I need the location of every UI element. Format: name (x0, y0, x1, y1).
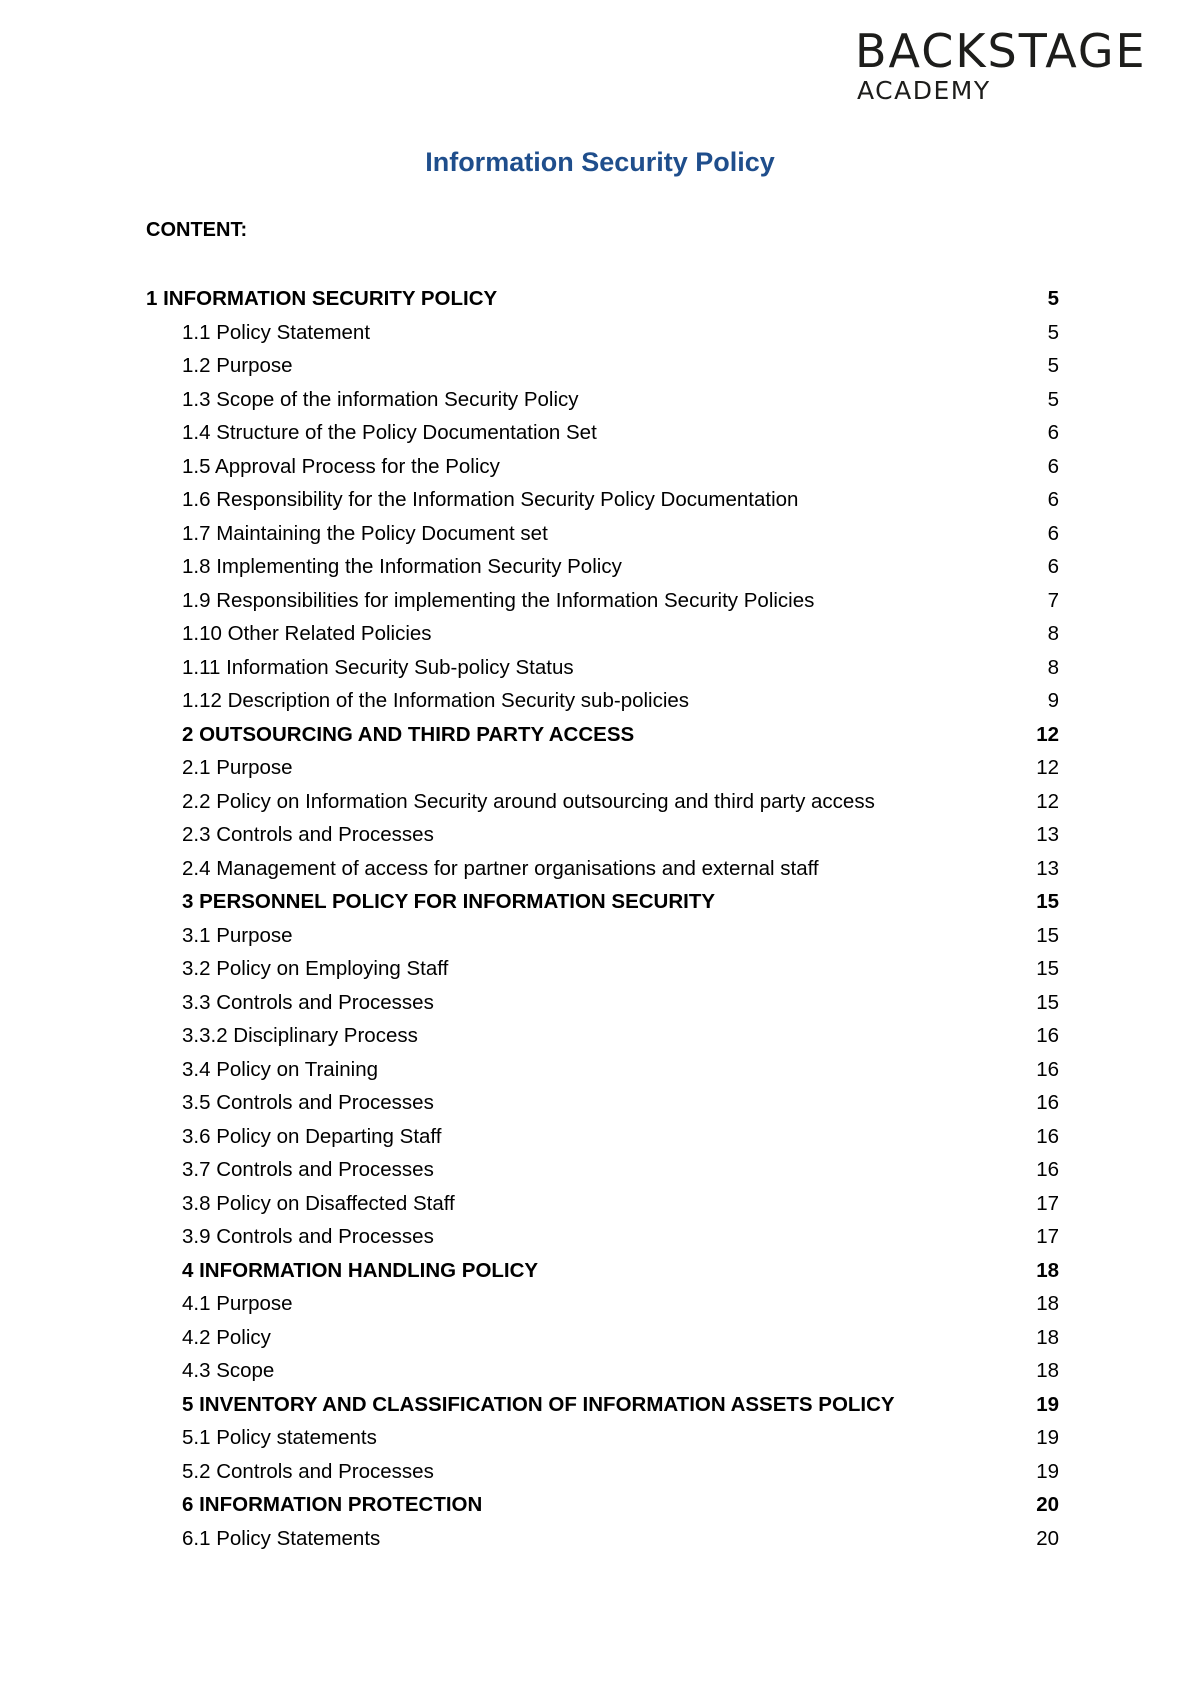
toc-entry[interactable] (0, 988, 1200, 1022)
toc-entry-page-number: 6 (1047, 555, 1059, 578)
backstage-academy-logo (855, 24, 1175, 108)
toc-entry[interactable] (0, 854, 1200, 888)
toc-entry[interactable] (0, 787, 1200, 821)
toc-entry-title: 2.3 Controls and Processes (182, 823, 434, 846)
toc-entry-title: 3.9 Controls and Processes (182, 1225, 434, 1248)
toc-entry-page-number: 5 (1047, 287, 1059, 310)
toc-entry[interactable] (0, 418, 1200, 452)
toc-entry-page-number: 19 (1036, 1459, 1059, 1483)
logo-wordmark-backstage: BACKSTAGE (855, 24, 1147, 78)
toc-entry-title: 1.11 Information Security Sub-policy Status (182, 655, 574, 679)
toc-entry-page-number: 18 (1036, 1325, 1059, 1349)
toc-entry-title: 1 INFORMATION SECURITY POLICY (146, 287, 498, 310)
toc-entry-page-number: 16 (1036, 1091, 1059, 1114)
toc-entry-title: 1.8 Implementing the Information Security Policy (182, 555, 622, 578)
toc-entry-title: 1.3 Scope of the information Security Policy (182, 387, 579, 411)
toc-entry-title: 4 INFORMATION HANDLING POLICY (182, 1258, 539, 1282)
toc-entry[interactable] (0, 318, 1200, 352)
toc-entry-title: 4.1 Purpose (182, 1292, 293, 1315)
toc-entry-title: 2 OUTSOURCING AND THIRD PARTY ACCESS (182, 722, 635, 746)
toc-entry[interactable] (0, 1021, 1200, 1055)
toc-entry[interactable] (0, 1088, 1200, 1122)
toc-entry[interactable] (0, 1457, 1200, 1491)
contents-heading: CONTENT: (146, 219, 248, 241)
toc-entry-title: 1.9 Responsibilities for implementing the Information Security Policies (182, 588, 815, 612)
toc-entry-title: 3.2 Policy on Employing Staff (182, 957, 449, 980)
toc-entry-page-number: 9 (1047, 689, 1059, 712)
toc-entry[interactable] (0, 1356, 1200, 1390)
toc-entry-title: 6 INFORMATION PROTECTION (182, 1493, 483, 1516)
toc-entry[interactable] (0, 1256, 1200, 1290)
toc-entry-title: 3.6 Policy on Departing Staff (182, 1124, 442, 1148)
toc-entry[interactable] (0, 485, 1200, 519)
toc-entry[interactable] (0, 1390, 1200, 1424)
toc-entry[interactable] (0, 1222, 1200, 1256)
toc-entry-page-number: 15 (1036, 990, 1059, 1014)
toc-entry-page-number: 18 (1036, 1258, 1059, 1282)
toc-entry-page-number: 19 (1036, 1426, 1059, 1449)
toc-entry-title: 3.1 Purpose (182, 923, 293, 947)
toc-entry-page-number: 5 (1047, 354, 1059, 377)
toc-entry[interactable] (0, 686, 1200, 720)
toc-entry[interactable] (0, 921, 1200, 955)
toc-entry-page-number: 19 (1036, 1392, 1059, 1416)
toc-entry-page-number: 20 (1036, 1493, 1059, 1516)
toc-entry[interactable] (0, 1289, 1200, 1323)
document-title: Information Security Policy (425, 147, 775, 177)
toc-entry[interactable] (0, 284, 1200, 318)
toc-entry-title: 2.2 Policy on Information Security around outsourcing and third party access (182, 789, 875, 813)
toc-entry-page-number: 5 (1047, 387, 1059, 411)
toc-entry-page-number: 8 (1047, 622, 1059, 645)
toc-entry-page-number: 16 (1036, 1024, 1059, 1047)
toc-entry-page-number: 12 (1036, 756, 1059, 779)
toc-entry-title: 3.4 Policy on Training (182, 1057, 379, 1081)
toc-entry-page-number: 17 (1036, 1191, 1059, 1215)
toc-entry-page-number: 16 (1036, 1057, 1059, 1081)
toc-entry-page-number: 17 (1036, 1225, 1059, 1248)
toc-entry-title: 5.1 Policy statements (182, 1426, 377, 1449)
toc-entry-title: 1.4 Structure of the Policy Documentation Set (182, 421, 597, 444)
toc-entry-page-number: 15 (1036, 923, 1059, 947)
toc-entry-page-number: 12 (1036, 789, 1059, 813)
toc-entry[interactable] (0, 519, 1200, 553)
table-of-contents (0, 284, 1200, 1557)
toc-entry[interactable] (0, 820, 1200, 854)
toc-entry[interactable] (0, 1490, 1200, 1524)
toc-entry-title: 1.1 Policy Statement (182, 320, 371, 344)
toc-entry-page-number: 6 (1047, 454, 1059, 478)
toc-entry[interactable] (0, 1323, 1200, 1357)
toc-entry[interactable] (0, 1189, 1200, 1223)
toc-entry-title: 3.5 Controls and Processes (182, 1091, 434, 1114)
toc-entry[interactable] (0, 1122, 1200, 1156)
toc-entry[interactable] (0, 720, 1200, 754)
toc-entry-page-number: 13 (1036, 823, 1059, 846)
toc-entry[interactable] (0, 1423, 1200, 1457)
toc-entry-title: 6.1 Policy Statements (182, 1526, 381, 1550)
toc-entry-title: 4.2 Policy (182, 1325, 271, 1349)
toc-entry-page-number: 6 (1047, 521, 1059, 545)
toc-entry[interactable] (0, 452, 1200, 486)
toc-entry-title: 1.12 Description of the Information Security sub-policies (182, 689, 690, 712)
toc-entry[interactable] (0, 1524, 1200, 1558)
toc-entry-page-number: 20 (1036, 1526, 1059, 1550)
toc-entry[interactable] (0, 1155, 1200, 1189)
toc-entry[interactable] (0, 954, 1200, 988)
toc-entry-page-number: 15 (1036, 957, 1059, 980)
logo-wordmark-academy: ACADEMY (857, 76, 991, 105)
toc-entry-title: 3.3.2 Disciplinary Process (182, 1024, 418, 1047)
toc-entry[interactable] (0, 586, 1200, 620)
toc-entry-title: 3 PERSONNEL POLICY FOR INFORMATION SECURITY (182, 890, 716, 913)
toc-entry[interactable] (0, 385, 1200, 419)
toc-entry-page-number: 6 (1047, 488, 1059, 511)
toc-entry-title: 2.4 Management of access for partner organisations and external staff (182, 856, 819, 880)
toc-entry-page-number: 12 (1036, 722, 1059, 746)
toc-entry-page-number: 18 (1036, 1359, 1059, 1382)
toc-entry-title: 1.10 Other Related Policies (182, 622, 432, 645)
toc-entry-page-number: 15 (1036, 890, 1059, 913)
toc-entry[interactable] (0, 619, 1200, 653)
toc-entry-page-number: 7 (1047, 588, 1059, 612)
toc-entry[interactable] (0, 351, 1200, 385)
toc-entry[interactable] (0, 1055, 1200, 1089)
toc-entry-page-number: 6 (1047, 421, 1059, 444)
toc-entry-title: 1.5 Approval Process for the Policy (182, 454, 500, 478)
toc-entry-page-number: 8 (1047, 655, 1059, 679)
toc-entry[interactable] (0, 887, 1200, 921)
toc-entry-page-number: 5 (1047, 320, 1059, 344)
toc-entry-title: 4.3 Scope (182, 1359, 275, 1382)
toc-entry-title: 5.2 Controls and Processes (182, 1459, 434, 1483)
toc-entry-title: 1.6 Responsibility for the Information Security Policy Documentation (182, 488, 799, 511)
toc-entry[interactable] (0, 653, 1200, 687)
toc-entry-title: 1.2 Purpose (182, 354, 293, 377)
toc-entry[interactable] (0, 552, 1200, 586)
toc-entry-page-number: 16 (1036, 1158, 1059, 1181)
toc-entry-page-number: 13 (1036, 856, 1059, 880)
toc-entry-title: 3.8 Policy on Disaffected Staff (182, 1191, 455, 1215)
toc-entry-title: 5 INVENTORY AND CLASSIFICATION OF INFORMATION ASSETS POLICY (182, 1392, 895, 1416)
toc-entry-page-number: 18 (1036, 1292, 1059, 1315)
toc-entry-title: 3.3 Controls and Processes (182, 990, 434, 1014)
toc-entry-title: 2.1 Purpose (182, 756, 293, 779)
toc-entry-page-number: 16 (1036, 1124, 1059, 1148)
toc-entry-title: 3.7 Controls and Processes (182, 1158, 434, 1181)
toc-entry[interactable] (0, 753, 1200, 787)
toc-entry-title: 1.7 Maintaining the Policy Document set (182, 521, 548, 545)
